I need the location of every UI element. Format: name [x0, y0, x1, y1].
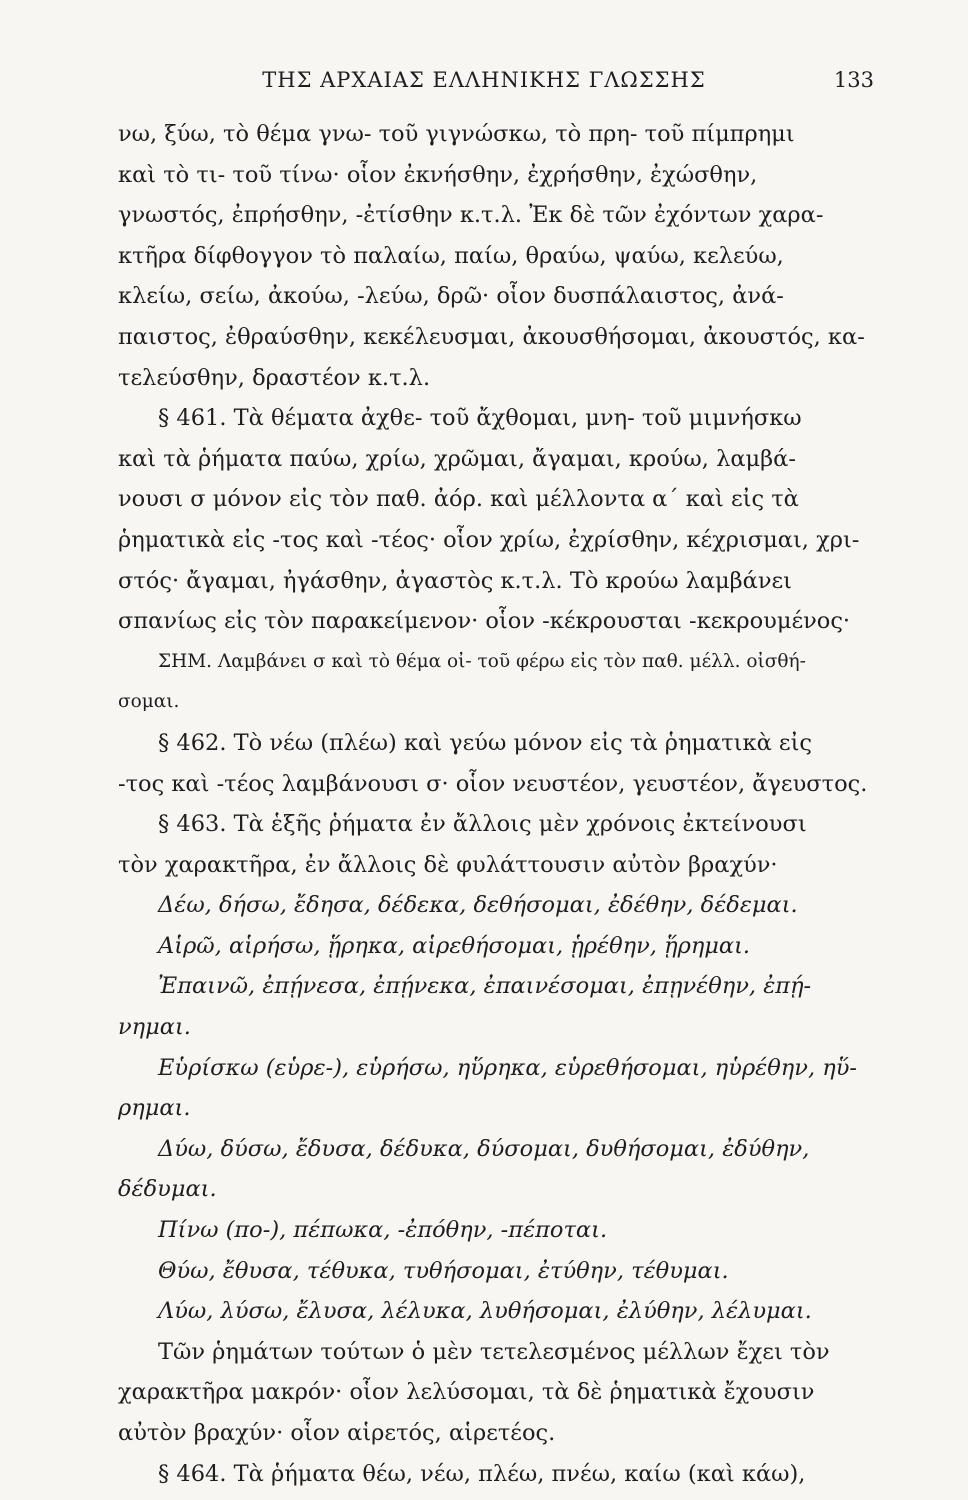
text-line: σπανίως εἰς τὸν παρακείμενον· οἷον -κέκρουσται -κεκρουμένος· — [118, 608, 851, 635]
text-line: γνωστός, ἐπρήσθην, -ἐτίσθην κ.τ.λ. Ἐκ δὲ τῶν ἐχόντων χαρα- — [118, 202, 824, 229]
text-line: Τῶν ῥημάτων τούτων ὁ μὲν τετελεσμένος μέλλων ἔχει τὸν — [158, 1338, 830, 1365]
text-line: τελεύσθην, δραστέον κ.τ.λ. — [118, 364, 431, 391]
running-head — [0, 62, 968, 102]
body-text — [118, 114, 878, 1494]
section-463-line: § 463. Τὰ ἑξῆς ῥήματα ἐν ἄλλοις μὲν χρόνοις ἐκτείνουσι — [158, 811, 807, 838]
verb-forms-line: Αἱρῶ, αἱρήσω, ᾕρηκα, αἱρεθήσομαι, ᾑρέθην, ᾕρημαι. — [158, 932, 751, 959]
text-line: κλείω, σείω, ἀκούω, -λεύω, δρῶ· οἷον δυσπάλαιστος, ἀνά- — [118, 283, 784, 310]
text-line: καὶ τὸ τι- τοῦ τίνω· οἷον ἐκνήσθην, ἐχρήσθην, ἐχώσθην, — [118, 161, 758, 188]
verb-forms-line: Δέω, δήσω, ἔδησα, δέδεκα, δεθήσομαι, ἐδέθην, δέδεμαι. — [158, 892, 798, 919]
text-line: χαρακτῆρα μακρόν· οἷον λελύσομαι, τὰ δὲ ῥηματικὰ ἔχουσιν — [118, 1379, 815, 1406]
text-line: στός· ἄγαμαι, ἠγάσθην, ἀγαστὸς κ.τ.λ. Τὸ κρούω λαμβάνει — [118, 567, 793, 594]
page-number: 133 — [833, 68, 874, 92]
note-line: σομαι. — [118, 691, 180, 713]
note-line: ΣΗΜ. Λαμβάνει σ καὶ τὸ θέμα οἰ- τοῦ φέρω εἰς τὸν παθ. μέλλ. οἰσθή- — [158, 650, 806, 672]
text-line: -τος καὶ -τέος λαμβάνουσι σ· οἷον νευστέον, γευστέον, ἄγευστος. — [118, 770, 868, 797]
verb-forms-line: Δύω, δύσω, ἔδυσα, δέδυκα, δύσομαι, δυθήσομαι, ἐδύθην, — [158, 1135, 810, 1162]
section-461-line: § 461. Τὰ θέματα ἀχθε- τοῦ ἄχθομαι, μνη- τοῦ μιμνήσκω — [158, 405, 802, 432]
section-464-line: § 464. Τὰ ῥήματα θέω, νέω, πλέω, πνέω, καίω (καὶ κάω), — [158, 1460, 806, 1487]
text-line: κτῆρα δίφθογγον τὸ παλαίω, παίω, θραύω, ψαύω, κελεύω, — [118, 242, 784, 269]
section-462-line: § 462. Τὸ νέω (πλέω) καὶ γεύω μόνον εἰς τὰ ῥηματικὰ εἰς — [158, 729, 812, 756]
running-head-title: ΤΗΣ ΑΡΧΑΙΑΣ ΕΛΛΗΝΙΚΗΣ ΓΛΩΣΣΗΣ — [262, 68, 706, 92]
text-line: παιστος, ἐθραύσθην, κεκέλευσμαι, ἀκουσθήσομαι, ἀκουστός, κα- — [118, 323, 865, 350]
verb-forms-line: ρημαι. — [118, 1095, 191, 1122]
verb-forms-line: Εὑρίσκω (εὑρε-), εὑρήσω, ηὕρηκα, εὑρεθήσομαι, ηὑρέθην, ηὕ- — [158, 1054, 858, 1081]
text-line: νω, ξύω, τὸ θέμα γνω- τοῦ γιγνώσκω, τὸ πρη- τοῦ πίμπρημι — [118, 121, 795, 147]
verb-forms-line: νημαι. — [118, 1014, 191, 1041]
text-line: ῥηματικὰ εἰς -τος καὶ -τέος· οἷον χρίω, ἐχρίσθην, κέχρισμαι, χρι- — [118, 526, 860, 553]
verb-forms-line: Λύω, λύσω, ἔλυσα, λέλυκα, λυθήσομαι, ἐλύθην, λέλυμαι. — [158, 1298, 812, 1325]
verb-forms-line: Θύω, ἔθυσα, τέθυκα, τυθήσομαι, ἐτύθην, τέθυμαι. — [158, 1257, 729, 1284]
verb-forms-line: δέδυμαι. — [118, 1176, 217, 1203]
verb-forms-line: Ἐπαινῶ, ἐπῄνεσα, ἐπῄνεκα, ἐπαινέσομαι, ἐπῃνέθην, ἐπῄ- — [158, 973, 812, 1000]
text-line: καὶ τὰ ῥήματα παύω, χρίω, χρῶμαι, ἄγαμαι, κρούω, λαμβά- — [118, 445, 796, 472]
text-line: νουσι σ μόνον εἰς τὸν παθ. ἀόρ. καὶ μέλλοντα α΄ καὶ εἰς τὰ — [118, 486, 799, 513]
verb-forms-line: Πίνω (πο-), πέπωκα, -ἐπόθην, -πέποται. — [158, 1217, 608, 1244]
text-line: τὸν χαρακτῆρα, ἐν ἄλλοις δὲ φυλάττουσιν αὐτὸν βραχύν· — [118, 851, 778, 878]
text-line: αὐτὸν βραχύν· οἷον αἱρετός, αἱρετέος. — [118, 1420, 556, 1446]
